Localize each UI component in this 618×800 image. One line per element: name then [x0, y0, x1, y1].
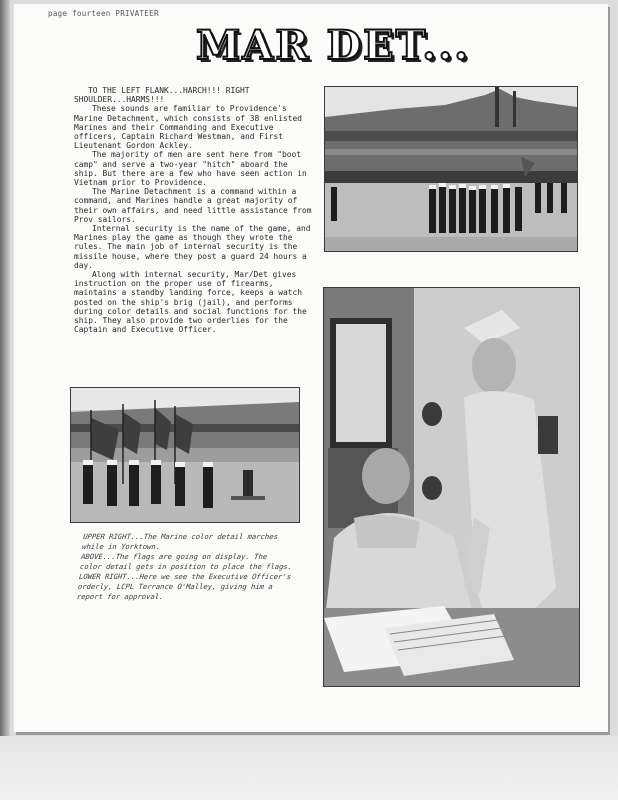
caption-line: orderly, LCPL Terrance O'Malley, giving him a [77, 582, 274, 591]
photo-color-detail-marching [324, 86, 578, 252]
page-underlay [0, 736, 618, 800]
caption-line: report for approval. [76, 592, 164, 601]
caption-line: UPPER RIGHT...The Marine color detail marches [82, 532, 279, 541]
body-paragraph: These sounds are familiar to Providence's Marine Detachment, which consists of 38 enlisted Marines and their Commanding and Executive officers, Captain Richard Westman, and First Lieutenant Gordon Ackley. [74, 104, 303, 151]
photo-captions [76, 532, 315, 602]
body-paragraph: The majority of men are sent here from "boot camp" and serve a two-year "hitch" aboard the ship. But there are a few who have seen action in Vietnam prior to Providence. [74, 150, 307, 188]
photo-orderly-report [323, 287, 580, 687]
binding-shadow [0, 0, 10, 800]
caption-line: ABOVE...The flags are going on display. The [80, 552, 268, 561]
caption-line: LOWER RIGHT...Here we see the Executive Officer's [78, 572, 292, 581]
body-paragraph: Along with internal security, Mar/Det gives instruction on the proper use of firearms, maintains a standby landing force, keeps a watch posted on the ship's brig (jail), and performs during color details and social functions for the ship. They also provide two orderlies for the Captain and Executive Officer. [74, 270, 307, 335]
body-paragraph: Internal security is the name of the game, and Marines play the game as though they wrote the rules. The main job of internal security is the missile house, where they post a guard 24 hours a day. [74, 224, 311, 270]
body-paragraph: The Marine Detachment is a command within a command, and Marines handle a great majority of their own affairs, and need little assistance from Prov sailors. [74, 187, 312, 224]
page-title: MAR DET... [196, 22, 471, 69]
running-head: page fourteen PRIVATEER [48, 9, 159, 18]
caption-line: while in Yorktown. [81, 542, 161, 551]
body-paragraph: TO THE LEFT FLANK...HARCH!!! RIGHT SHOULDER...HARMS!!! [74, 86, 250, 105]
caption-line: color detail gets in position to place the flags. [79, 562, 293, 571]
photo-flags-display [70, 387, 300, 523]
article-body [74, 86, 314, 334]
